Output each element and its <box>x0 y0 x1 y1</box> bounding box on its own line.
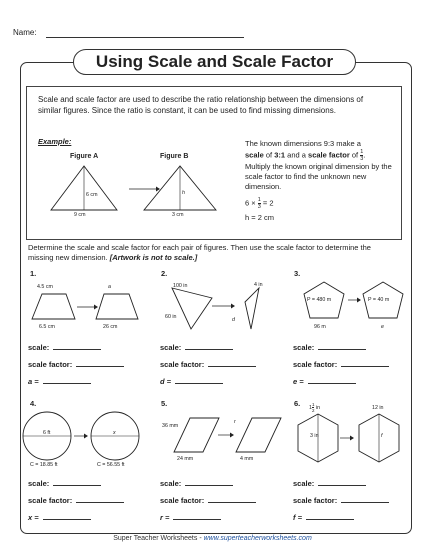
p2-label-d: d <box>232 317 235 323</box>
p3-label-b: P = 40 m <box>368 297 390 303</box>
p1-label-a: 4.5 cm <box>37 284 53 290</box>
p2-small-triangle <box>245 288 259 329</box>
p3-scale-factor-answer[interactable]: scale factor: <box>293 358 389 369</box>
p2-scale-answer[interactable]: scale: <box>160 341 233 352</box>
p6-label-c: 3 in <box>310 433 319 439</box>
p5-label-a: 36 mm <box>162 423 179 429</box>
example-label: Example: <box>38 137 72 146</box>
p1-scale-answer[interactable]: scale: <box>28 341 101 352</box>
ex-calc-1: 6 × $\frac{1}{3}$ = 2 <box>245 197 274 210</box>
intro-text: Scale and scale factor are used to describe the ratio relationship between the dimensions of similar figures. Since the ratio is constant, it can be used to find missing dimensions. <box>38 95 364 115</box>
p5-label-c: 24 mm <box>177 456 194 462</box>
problem-1-number: 1. <box>30 269 37 278</box>
p3-label-c: 96 m <box>314 324 326 330</box>
figure-b-label: Figure B <box>160 153 189 160</box>
p5-label-d: 4 mm <box>240 456 254 462</box>
p2-d-answer[interactable]: d = <box>160 375 223 386</box>
p3-arrow-head <box>357 298 361 303</box>
p6-scale-factor-answer[interactable]: scale factor: <box>293 494 389 505</box>
ex-fraction: $\frac{1}{3}$ <box>360 149 364 162</box>
p5-arrow-head <box>230 433 234 438</box>
p6-label-b: 12 in <box>372 405 384 411</box>
problem-3-number: 3. <box>294 269 301 278</box>
fig-a-base-label: 9 cm <box>74 212 86 218</box>
directions-note: [Artwork is not to scale.] <box>109 253 198 262</box>
p5-scale-factor-answer[interactable]: scale factor: <box>160 494 256 505</box>
problem-5-number: 5. <box>161 399 168 408</box>
footer: Super Teacher Worksheets - www.superteacherworksheets.com <box>113 535 312 542</box>
ex-of-1: of <box>265 150 273 160</box>
p4-arrow-head <box>84 434 88 439</box>
p4-label-b: x <box>113 430 116 436</box>
p3-label-d: e <box>381 324 384 330</box>
p4-scale-factor-answer[interactable]: scale factor: <box>28 494 124 505</box>
p5-scale-answer[interactable]: scale: <box>160 477 233 488</box>
p1-scale-factor-answer[interactable]: scale factor: <box>28 358 124 369</box>
p5-r-answer[interactable]: r = <box>160 511 221 522</box>
problem-2-number: 2. <box>161 269 168 278</box>
p6-arrow-head <box>350 436 354 441</box>
p2-label-a: 100 in <box>173 283 188 289</box>
p6-f-answer[interactable]: f = <box>293 511 354 522</box>
p4-x-answer[interactable]: x = <box>28 511 91 522</box>
p3-label-a: P = 480 m <box>307 297 332 303</box>
p1-label-c: 6.5 cm <box>39 324 55 330</box>
fig-b-base-label: 3 cm <box>172 212 184 218</box>
p2-label-b: 4 in <box>254 282 263 288</box>
p4-label-a: 6 ft <box>43 430 51 436</box>
problem-6-number: 6. <box>294 399 301 408</box>
ex-of-2: of <box>351 150 359 160</box>
page-title: Using Scale and Scale Factor <box>73 49 356 75</box>
fig-a-height-label: 6 cm <box>86 192 98 198</box>
p2-scale-factor-answer[interactable]: scale factor: <box>160 358 256 369</box>
p4-scale-answer[interactable]: scale: <box>28 477 101 488</box>
p3-scale-answer[interactable]: scale: <box>293 341 366 352</box>
ex-scale-factor-word: scale factor <box>308 150 350 160</box>
p1-label-d: 26 cm <box>103 324 118 330</box>
ex-calc-2: h = 2 cm <box>245 213 274 222</box>
p1-small-trapezoid <box>32 294 75 319</box>
p6-label-a: 1 $\frac{1}{2}$ in <box>309 402 321 413</box>
p5-small-parallelogram <box>236 418 281 452</box>
ex-scale-word: scale <box>245 150 264 160</box>
p5-large-parallelogram <box>174 418 219 452</box>
ex-line-2: scale of 3:1 and a scale factor of $\frac{1}{3}$ . <box>245 149 366 162</box>
problem-4-number: 4. <box>30 399 37 408</box>
fig-b-height-label: h <box>182 190 185 196</box>
figure-a-label: Figure A <box>70 153 99 160</box>
footer-url[interactable]: www.superteacherworksheets.com <box>203 535 312 542</box>
p3-e-answer[interactable]: e = <box>293 375 356 386</box>
ex-line-1: The known dimensions 9:3 make a <box>245 139 361 148</box>
name-label: Name: <box>13 28 37 37</box>
directions-text: Determine the scale and scale factor for each pair of figures. Then use the scale factor to determine the missing new dimension. <box>28 243 371 262</box>
p6-label-d: f <box>381 433 383 439</box>
p2-large-triangle <box>172 288 212 329</box>
ex-line-3: Multiply the known original dimension by the scale factor to find the unknown new dimension. <box>245 162 392 191</box>
p1-a-answer[interactable]: a = <box>28 375 91 386</box>
p4-label-d: C = 56.55 ft <box>97 462 125 468</box>
p2-arrow-head <box>231 304 235 309</box>
p4-label-c: C = 18.85 ft <box>30 462 58 468</box>
p5-label-b: r <box>234 419 236 425</box>
p6-scale-answer[interactable]: scale: <box>293 477 366 488</box>
p2-label-c: 60 in <box>165 314 177 320</box>
ex-and-a: and a <box>287 150 306 160</box>
p1-large-trapezoid <box>96 294 138 319</box>
p1-arrow-head <box>94 305 98 310</box>
p1-label-b: a <box>108 284 111 290</box>
footer-brand: Super Teacher Worksheets <box>113 535 198 542</box>
ex-scale-value: 3:1 <box>274 150 286 160</box>
